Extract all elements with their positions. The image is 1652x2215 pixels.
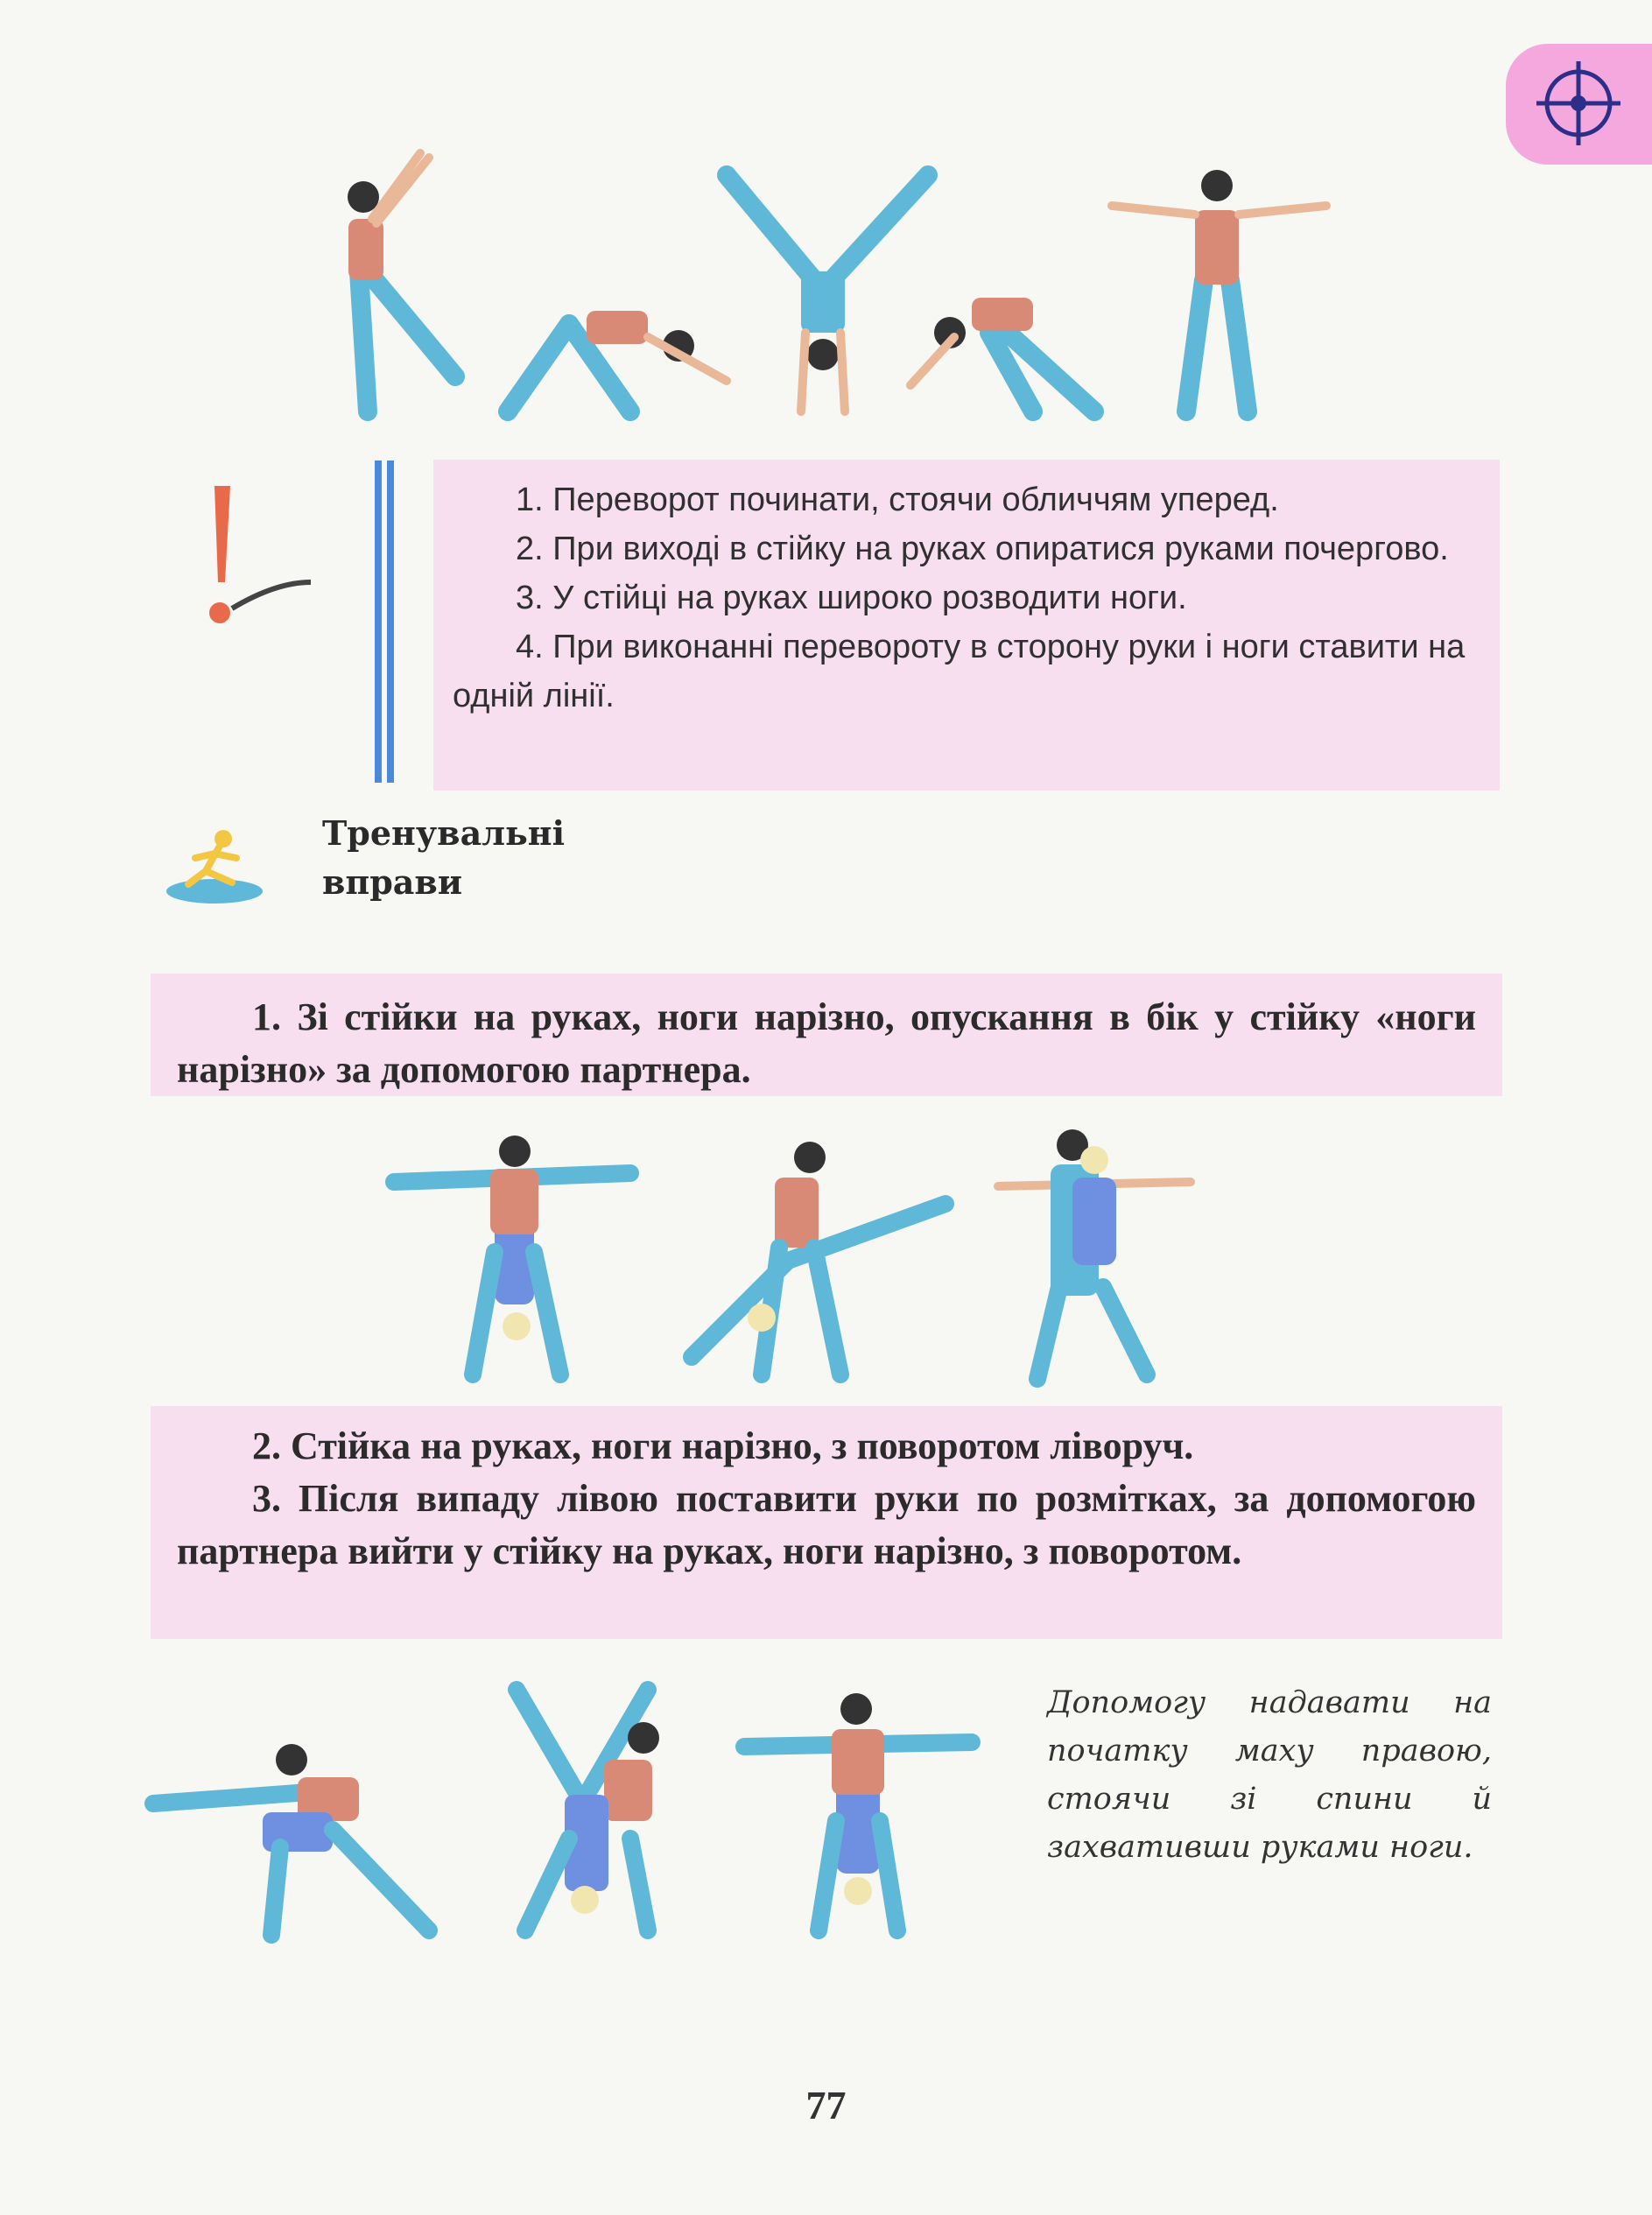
instruction-line-2: 2. При виході в стійку на руках опиратися руками почергово.: [516, 531, 1449, 567]
runner-icon: [162, 823, 267, 911]
heading-line-2: вправи: [322, 862, 462, 902]
pair-3: [998, 1129, 1191, 1379]
figure-lunge-hands-down: [508, 311, 727, 411]
exercise-1-box: [151, 974, 1502, 1096]
pair-2: [692, 1142, 946, 1375]
pair-bottom-3: [744, 1693, 972, 1930]
pair-bottom-2: [517, 1690, 659, 1930]
pair-1: [394, 1136, 630, 1375]
illustration-caption: Допомогу надавати на початку маху правою, стоячи зі спини й захвативши руками ноги.: [1047, 1685, 1492, 1865]
pair-bottom-1: [153, 1744, 429, 1935]
figure-standing-arms-up: [348, 153, 455, 411]
exercise-2-text: 2. Стійка на руках, ноги нарізно, з поворотом ліворуч.: [252, 1424, 1194, 1467]
instructions-box: [433, 460, 1500, 791]
exclamation-icon: [179, 477, 320, 635]
exercise-3-text: 3. Після випаду лівою поставити руки по розмітках, за допомогою партнера вийти у стійку на руках, ноги нарізно, з поворотом.: [177, 1477, 1476, 1572]
exercise-1-text: 1. Зі стійки на руках, ноги нарізно, опускання в бік у стійку «ноги нарізно» за допомогою партнера.: [177, 995, 1476, 1091]
figure-handstand-legs-apart: [727, 175, 928, 411]
heading-line-1: Тренувальні: [322, 813, 566, 853]
instruction-line-4: 4. При виконанні перевороту в сторону руки і ноги ставити на одній лінії.: [453, 629, 1466, 714]
partner-assist-illustration: [0, 1129, 1652, 1410]
instruction-line-1: 1. Переворот починати, стоячи обличчям уперед.: [516, 482, 1279, 518]
section-heading: [322, 809, 672, 907]
page-number: 77: [805, 2083, 847, 2127]
cartwheel-sequence-illustration: [0, 0, 1652, 438]
partner-turn-illustration: [0, 1663, 1051, 1952]
highlight-bars: [375, 461, 399, 783]
exercise-2-3-box: [151, 1406, 1502, 1639]
figure-standing-arms-out: [1112, 170, 1326, 411]
figure-landing: [910, 298, 1094, 411]
instruction-line-3: 3. У стійці на руках широко розводити ноги.: [516, 580, 1187, 616]
